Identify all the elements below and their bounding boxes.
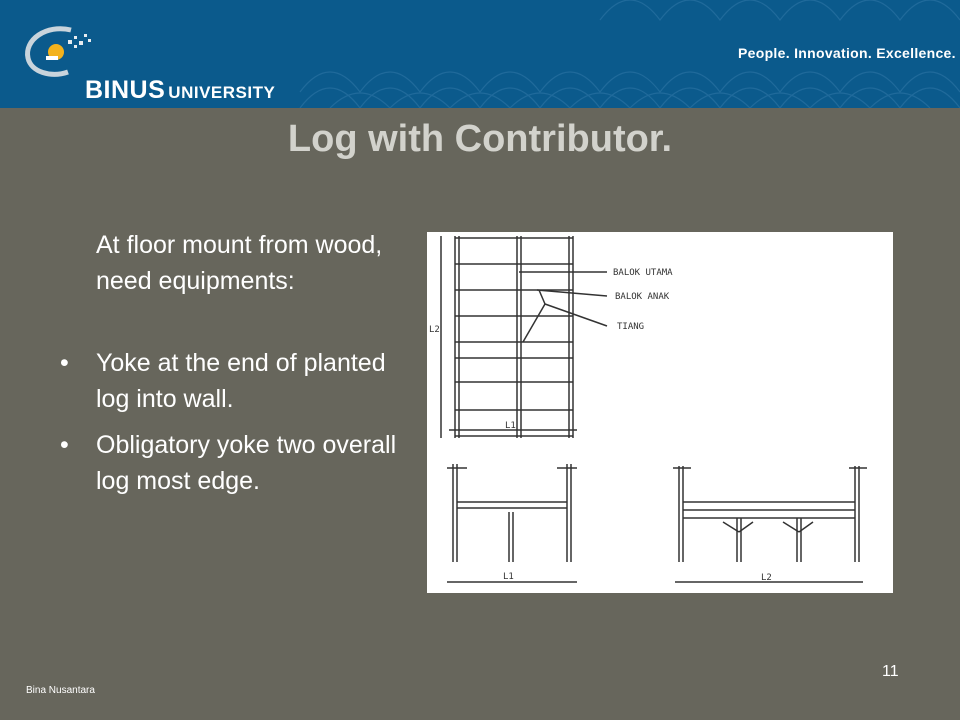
sketch-image <box>427 232 893 593</box>
footer-left: Bina Nusantara <box>26 685 95 696</box>
bullet-text: Yoke at the end of planted log into wall. <box>96 349 386 413</box>
logo-wordmark <box>85 76 275 105</box>
label-l1-bottom: L1 <box>503 572 514 582</box>
tagline: People. Innovation. Excellence. <box>738 45 956 61</box>
label-l2-bottom: L2 <box>761 573 772 583</box>
label-tiang: TIANG <box>617 322 645 332</box>
bullet-glyph: • <box>60 431 69 459</box>
structural-sketch <box>427 232 893 593</box>
bullet-glyph: • <box>60 349 69 377</box>
logo-brand: BINUS <box>85 76 166 104</box>
logo-suffix: UNIVERSITY <box>168 83 276 102</box>
bullet-text: Obligatory yoke two overall log most edge. <box>96 431 397 495</box>
label-l1-top: L1 <box>505 421 516 431</box>
bullet-item <box>60 345 400 417</box>
label-balok-utama: BALOK UTAMA <box>613 268 673 278</box>
page-number: 11 <box>882 663 899 680</box>
header-bar <box>0 0 960 108</box>
label-balok-anak: BALOK ANAK <box>615 292 670 302</box>
label-l2-vertical: L2 <box>429 325 440 335</box>
slide-title: Log with Contributor. <box>287 118 673 160</box>
bullet-item <box>60 427 400 499</box>
bullet-list <box>60 345 400 509</box>
intro-text: At floor mount from wood, need equipments: <box>96 231 383 295</box>
binus-logo <box>16 12 296 102</box>
